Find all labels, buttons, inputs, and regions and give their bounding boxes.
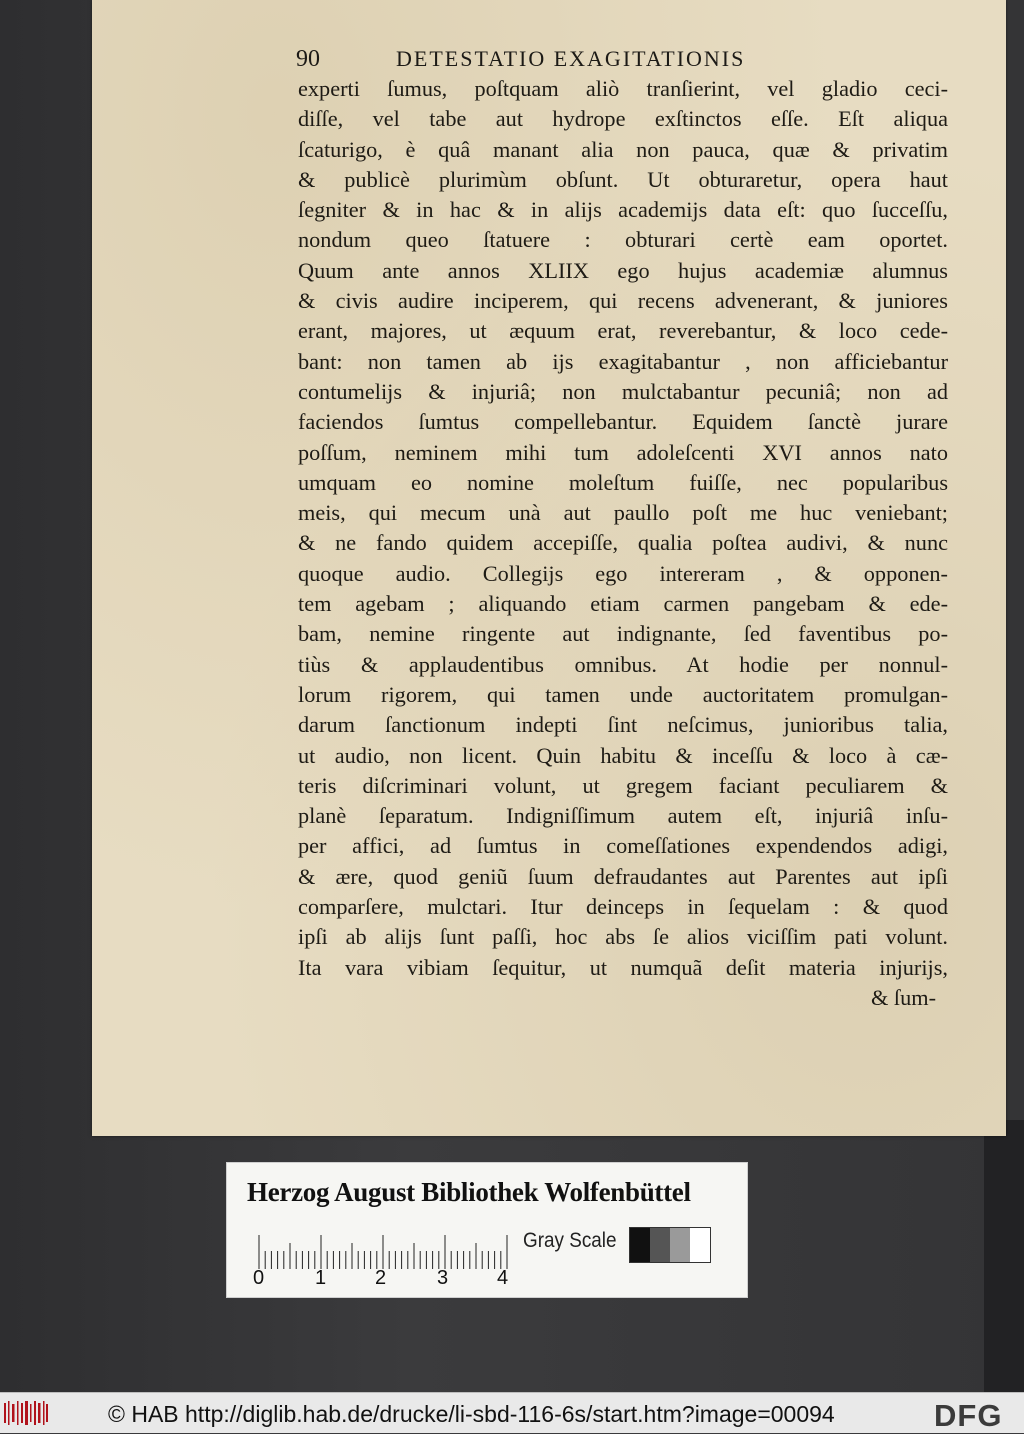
text-line: meis, qui mecum unà aut paullo poſt me huc veniebant; [298, 500, 948, 526]
text-line: quoque audio. Collegijs ego intereram , & opponen- [298, 560, 948, 586]
text-line: bant: non tamen ab ijs exagitabantur , non afficiebantur [298, 348, 948, 374]
dfg-logo: DFG [934, 1398, 1003, 1433]
page-number: 90 [296, 46, 320, 72]
text-line: tem agebam ; aliquando etiam carmen pangebam & ede- [298, 591, 948, 617]
ruler-number-4: 4 [497, 1267, 509, 1289]
gray-swatch [630, 1228, 650, 1262]
text-line: lorum rigorem, qui tamen unde auctoritatem promulgan- [298, 681, 948, 707]
copyright-url: © HAB http://diglib.hab.de/drucke/li-sbd-116-6s/start.htm?image=00094 [108, 1401, 835, 1427]
text-line: planè ſeparatum. Indigniſſimum autem eſt, injuriâ inſu- [298, 803, 948, 829]
ruler [257, 1233, 527, 1273]
text-line: experti ſumus, poſtquam aliò tranſierint, vel gladio ceci- [298, 76, 948, 101]
text-line: teris diſcriminari volunt, ut gregem faciant peculiarem & [298, 772, 948, 798]
gray-scale-label: Gray Scale [523, 1229, 617, 1252]
text-line: & civis audire inciperem, qui recens advenerant, & juniores [298, 288, 948, 314]
text-line: ipſi ab alijs ſunt paſſi, hoc abs ſe alios viciſſim pati volunt. [298, 924, 948, 950]
text-line: faciendos ſumtus compellebantur. Equidem ſanctè jurare [298, 409, 948, 435]
text-line: erant, majores, ut æquum erat, reverebantur, & loco cede- [298, 318, 948, 344]
gray-swatch [670, 1228, 690, 1262]
running-head [296, 46, 936, 76]
text-line: darum ſanctionum indepti ſint neſcimus, junioribus talia, [298, 712, 948, 738]
ruler-number-2: 2 [375, 1267, 387, 1289]
text-line: nondum queo ſtatuere : obturari certè eam oportet. [298, 227, 948, 253]
gray-swatch [690, 1228, 710, 1262]
ruler-ticks [257, 1233, 527, 1269]
text-line: Ita vara vibiam ſequitur, ut numquã deſit materia injurijs, [298, 954, 948, 980]
text-line: ſegniter & in hac & in alijs academijs data eſt: quo ſucceſſu, [298, 197, 948, 223]
library-name: Herzog August Bibliothek Wolfenbüttel [247, 1177, 691, 1207]
text-line: bam, nemine ringente aut indignante, ſed faventibus po- [298, 621, 948, 647]
text-line: ſcaturigo, è quâ manant alia non pauca, quæ & privatim [298, 136, 948, 162]
gray-scale-swatches [629, 1227, 711, 1263]
text-line: & ne fando quidem accepiſſe, qualia poſtea audivi, & nunc [298, 530, 948, 556]
ruler-number-1: 1 [315, 1267, 327, 1289]
text-line: ut audio, non licent. Quin habitu & inceſſu & loco à cæ- [298, 742, 948, 768]
color-scale-card [226, 1162, 748, 1298]
text-line: umquam eo nomine moleſtum fuiſſe, nec popularibus [298, 469, 948, 495]
text-line: diſſe, vel tabe aut hydrope exſtinctos eſſe. Eſt aliqua [298, 106, 948, 132]
text-line: comparſere, mulctari. Itur deinceps in ſequelam : & quod [298, 894, 948, 920]
text-line: & ære, quod geniũ ſuum defraudantes aut Parentes aut ipſi [298, 863, 948, 889]
ruler-number-0: 0 [253, 1267, 265, 1289]
text-line: tiùs & applaudentibus omnibus. At hodie per nonnul- [298, 651, 948, 677]
text-line: Quum ante annos XLIIX ego hujus academiæ alumnus [298, 257, 948, 283]
book-page [92, 0, 1006, 1136]
ruler-number-3: 3 [437, 1267, 449, 1289]
text-line: poſſum, neminem mihi tum adoleſcenti XVI annos nato [298, 439, 948, 465]
header-title: DETESTATIO EXAGITATIONIS [396, 46, 746, 71]
text-line: & ſum- [870, 984, 936, 1010]
barcode-icon [4, 1401, 48, 1425]
text-line: per affici, ad ſumtus in comeſſationes expendendos adigi, [298, 833, 948, 859]
gray-swatch [650, 1228, 670, 1262]
text-line: contumelijs & injuriâ; non mulctabantur pecuniâ; non ad [298, 378, 948, 404]
book-spine-shadow [984, 1120, 1024, 1392]
text-line: & publicè plurimùm obſunt. Ut obturaretur, opera haut [298, 166, 948, 192]
body-text [298, 74, 948, 1013]
footer-bar [0, 1392, 1024, 1433]
